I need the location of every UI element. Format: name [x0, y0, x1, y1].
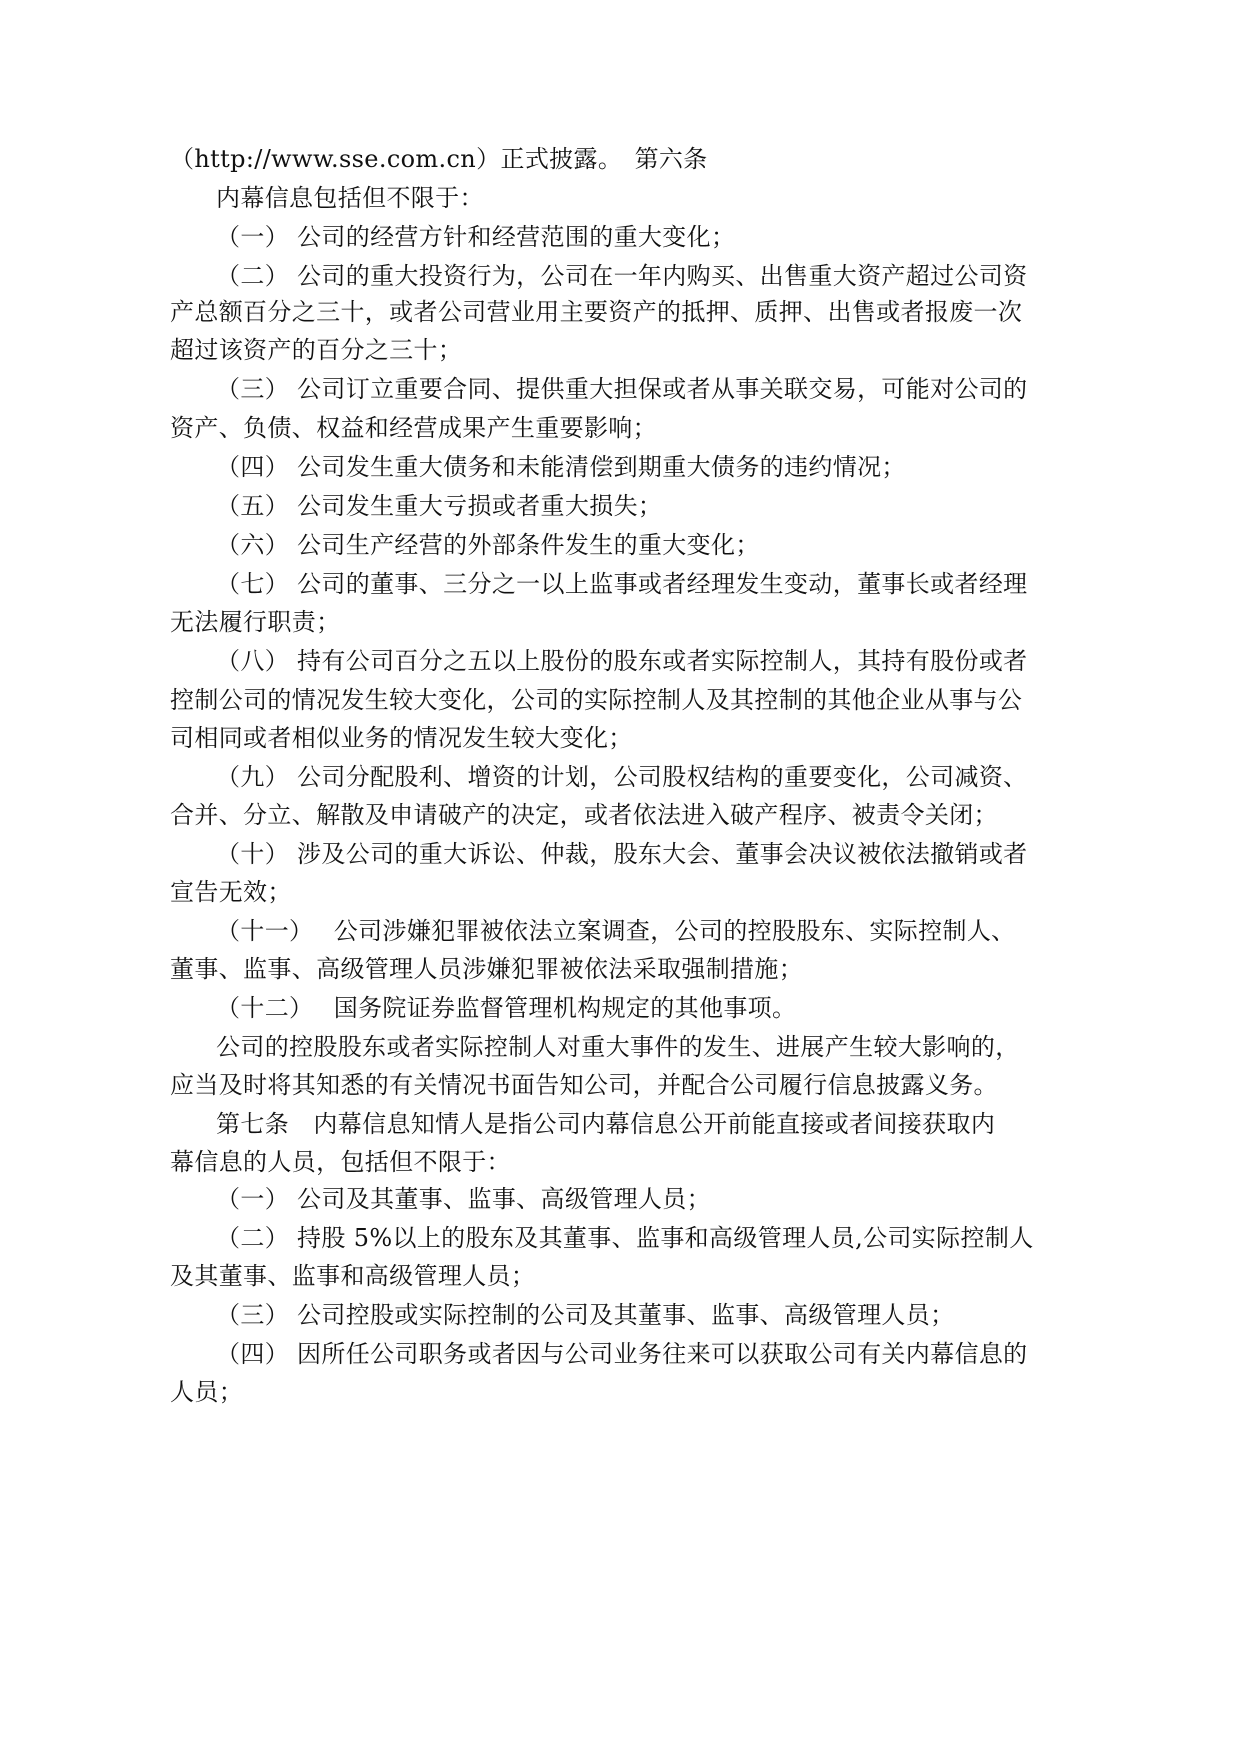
text-line: （十） 涉及公司的重大诉讼、仲裁，股东大会、董事会决议被依法撤销或者	[216, 840, 1028, 868]
text-line: 董事、监事、高级管理人员涉嫌犯罪被依法采取强制措施；	[170, 955, 804, 983]
text-line: （六） 公司生产经营的外部条件发生的重大变化；	[216, 531, 760, 559]
text-line: 宣告无效；	[170, 878, 292, 906]
text-line: 人员；	[170, 1378, 244, 1406]
text-line: 幕信息的人员，包括但不限于：	[170, 1148, 511, 1176]
text-line: 内幕信息包括但不限于：	[216, 184, 484, 212]
text-line: （四） 公司发生重大债务和未能清偿到期重大债务的违约情况；	[216, 453, 906, 481]
text-line: 及其董事、监事和高级管理人员；	[170, 1262, 536, 1290]
text-line: （十一） 公司涉嫌犯罪被依法立案调查，公司的控股股东、实际控制人、	[216, 917, 1016, 945]
text-line: （二） 持股 5%以上的股东及其董事、监事和高级管理人员,公司实际控制人	[216, 1224, 1034, 1252]
text-line: （三） 公司订立重要合同、提供重大担保或者从事关联交易，可能对公司的	[216, 375, 1028, 403]
text-line: （七） 公司的董事、三分之一以上监事或者经理发生变动，董事长或者经理	[216, 570, 1028, 598]
text-line: 应当及时将其知悉的有关情况书面告知公司，并配合公司履行信息披露义务。	[170, 1071, 998, 1099]
text-line: （十二） 国务院证券监督管理机构规定的其他事项。	[216, 994, 797, 1022]
text-line: （一） 公司的经营方针和经营范围的重大变化；	[216, 223, 736, 251]
text-line: 无法履行职责；	[170, 608, 341, 636]
text-line: （一） 公司及其董事、监事、高级管理人员；	[216, 1185, 711, 1213]
text-line: （四） 因所任公司职务或者因与公司业务往来可以获取公司有关内幕信息的	[216, 1340, 1028, 1368]
text-line: （九） 公司分配股利、增资的计划，公司股权结构的重要变化，公司减资、	[216, 763, 1028, 791]
text-line: （http://www.sse.com.cn）正式披露。 第六条	[170, 145, 708, 173]
text-line: （三） 公司控股或实际控制的公司及其董事、监事、高级管理人员；	[216, 1301, 955, 1329]
text-line: （八） 持有公司百分之五以上股份的股东或者实际控制人，其持有股份或者	[216, 647, 1028, 675]
text-line: 超过该资产的百分之三十；	[170, 336, 463, 364]
text-line: （五） 公司发生重大亏损或者重大损失；	[216, 492, 663, 520]
text-line: 控制公司的情况发生较大变化，公司的实际控制人及其控制的其他企业从事与公	[170, 686, 1023, 714]
text-line: 合并、分立、解散及申请破产的决定，或者依法进入破产程序、被责令关闭；	[170, 801, 998, 829]
text-line: 产总额百分之三十，或者公司营业用主要资产的抵押、质押、出售或者报废一次	[170, 298, 1023, 326]
text-line: 司相同或者相似业务的情况发生较大变化；	[170, 724, 633, 752]
text-line: 第七条 内幕信息知情人是指公司内幕信息公开前能直接或者间接获取内	[216, 1110, 996, 1138]
text-line: 资产、负债、权益和经营成果产生重要影响；	[170, 414, 657, 442]
text-line: 公司的控股股东或者实际控制人对重大事件的发生、进展产生较大影响的，	[216, 1033, 1020, 1061]
text-line: （二） 公司的重大投资行为，公司在一年内购买、出售重大资产超过公司资	[216, 262, 1028, 290]
